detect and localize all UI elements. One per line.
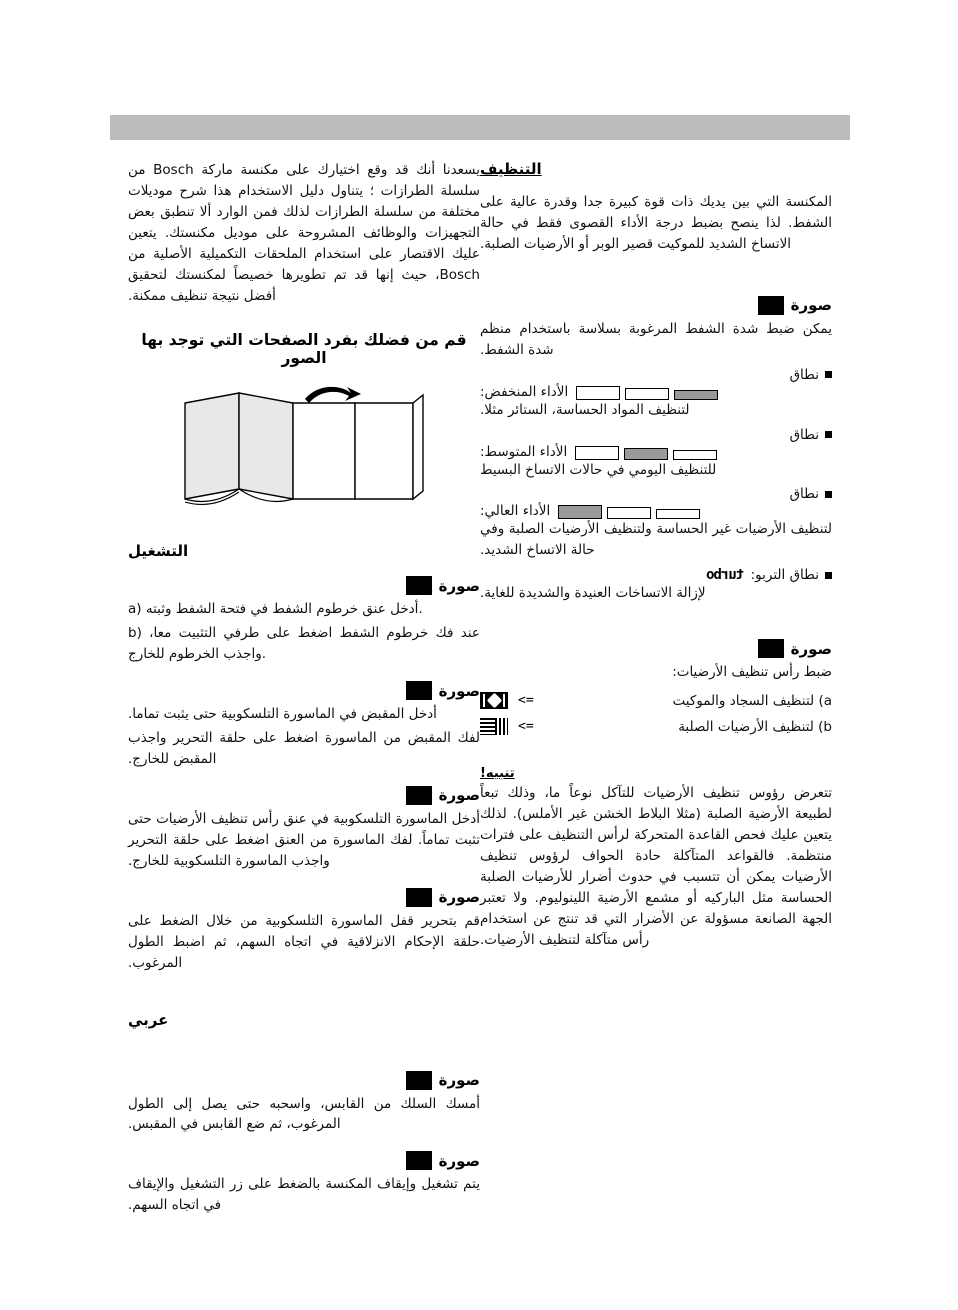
hard-floor-icon-vertical-bars xyxy=(495,718,508,735)
bullet-square-icon xyxy=(825,431,832,438)
power-level-bullet xyxy=(480,486,832,502)
nozzle-option-hard-floor xyxy=(480,718,832,735)
figure-number-box xyxy=(758,639,784,658)
power-level-description: للتنظيف اليومي في حالات الاتساخ البسيط xyxy=(480,461,717,478)
carpet-icon-lozenge xyxy=(486,693,502,709)
figure-text: أمسك السلك من القابس، واسحبه حتى يصل إلى الطول المرغوب، ثم ضع القابس في المقبس. xyxy=(128,1095,480,1133)
hard-floor-icon-horizontal-bars xyxy=(480,718,495,735)
figure-text: لفك المقبض من الماسورة اضغط على حلقة التحرير واجذب المقبض للخارج. xyxy=(128,730,480,768)
bullet-square-icon xyxy=(825,371,832,378)
figure-number-box xyxy=(758,296,784,315)
bullet-square-icon xyxy=(825,572,832,579)
intro-paragraph: يسعدنا أنك قد وقع اختيارك على مكنسة ماركة Bosch من سلسلة الطرازات ؛ يتناول دليل الاستخدام هذا شرح موديلات مختلفة من سلسلة الطرازات لذلك فمن الوارد ألا تنطبق بعض التجهيزات والوظائف المشروحة على موديل مكنستك. يتعين عليك الاقتصار على استخدام الملحقات التكميلية الأصلية من Bosch، حيث إنها قد تم تطويرها خصيصاً لمكنستك لتحقيق أفضل نتيجة تنظيف ممكنة. xyxy=(128,162,480,304)
figure-text: يتم تشغيل وإيقاف المكنسة بالضغط على زر التشغيل والإيقاف في اتجاه السهم. xyxy=(128,1176,480,1214)
figure-text: قم بتحرير قفل الماسورة التلسكوبية من خلال الضغط على حلقة الإحكام الانزلاقية في اتجاه السهم، ثم اضبط الطول المرغوب. xyxy=(128,912,480,971)
figure-caption xyxy=(128,786,480,805)
meter-segment-2 xyxy=(625,388,669,400)
figure-number-box xyxy=(406,1071,432,1090)
right-column xyxy=(110,160,480,1220)
figure-number-box xyxy=(406,576,432,595)
power-level-description: لتنظيف المواد الحساسة، الستائر مثلا. xyxy=(480,401,690,418)
warning-body: تتعرض رؤوس تنظيف الأرضيات للتآكل نوعاً ما، وذلك تبعاً لطبيعة الأرضية الصلبة (مثلا البلاط الخشن غير الأملس). لذلك يتعين عليك فحص القاعدة المتحركة لرأس التنظيف على فترات منتظمة. فالقواعد المتآكلة حادة الحواف لرؤوس تنظيف الأرضيات يمكن أن تتسبب في حدوث أضرار للأرضيات الصلبة الحساسة مثل الباركيه أو مشمع الأرضية اللينوليوم. ولا تعتبر الجهة الصانعة مسؤولة عن الأضرار التي قد تنتج عن استخدام رأس متآكلة لتنظيف الأرضيات. xyxy=(480,785,832,948)
arrow-left-icon: <= xyxy=(518,719,534,735)
meter-segment-2 xyxy=(624,448,668,460)
figure-caption xyxy=(128,1151,480,1170)
figure-label: صورة xyxy=(790,639,832,658)
nozzle-option-carpet xyxy=(480,692,832,709)
figure-text: a) أدخل عنق خرطوم الشفط في فتحة الشفط وثبته. xyxy=(128,601,423,618)
power-level-name: الأداء المتوسط: xyxy=(480,443,568,460)
header-band xyxy=(110,115,850,140)
figure-label: صورة xyxy=(438,1071,480,1090)
power-level-bullet-label: نطاق xyxy=(789,366,819,383)
meter-segment-3 xyxy=(558,505,602,519)
turbo-level-label: نطاق التربو: xyxy=(750,567,819,584)
meter-segment-1 xyxy=(656,509,700,519)
figure-caption xyxy=(128,1071,480,1090)
power-level-bullet-label: نطاق xyxy=(789,426,819,443)
figure-caption xyxy=(128,681,480,700)
figure-number-box xyxy=(406,681,432,700)
operation-heading: التشغيل xyxy=(128,542,189,561)
nozzle-option-carpet-label xyxy=(544,693,832,709)
nozzle-option-hard-floor-label xyxy=(544,719,832,735)
power-level-bullet xyxy=(480,427,832,443)
warning-title: تنبيه! xyxy=(480,766,515,782)
figure-caption xyxy=(480,296,832,315)
power-figure-intro: يمكن ضبط شدة الشفط المرغوبة بسلاسة باستخدام منظم شدة الشفط. xyxy=(480,320,832,358)
power-meter-high xyxy=(558,505,700,519)
figure-text: b) عند فك خرطوم الشفط اضغط على طرفي التثبيت معا، واجذب الخرطوم للخارج. xyxy=(128,625,480,663)
power-level-meter-row xyxy=(480,384,832,400)
turbo-level-bullet xyxy=(480,567,832,583)
figure-label: صورة xyxy=(438,1151,480,1170)
power-level-description: لتنظيف الأرضيات غير الحساسة ولتنظيف الأرضيات الصلبة وفي حالة الاتساخ الشديد. xyxy=(480,521,832,559)
figure-caption xyxy=(128,888,480,907)
nozzle-option-text: لتنظيف السجاد والموكيت xyxy=(672,692,815,709)
power-level-name: الأداء المنخفض: xyxy=(480,383,569,400)
figure-label: صورة xyxy=(438,786,480,805)
carpet-icon xyxy=(480,692,508,709)
left-column xyxy=(480,160,850,1220)
hard-floor-icon xyxy=(480,718,508,735)
meter-segment-2 xyxy=(607,507,651,519)
open-book-illustration xyxy=(128,385,480,520)
arrow-left-icon: <= xyxy=(518,693,534,709)
book-svg xyxy=(179,385,429,520)
figure-number-box xyxy=(406,1151,432,1170)
figure-number-box xyxy=(406,888,432,907)
cleaning-heading: التنظيف xyxy=(480,160,542,178)
figure-caption xyxy=(128,576,480,595)
power-level-bullet xyxy=(480,367,832,383)
figure-label: صورة xyxy=(438,576,480,595)
meter-segment-3 xyxy=(576,386,620,400)
turbo-wordmark: turbo xyxy=(707,567,745,584)
figure-number-box xyxy=(406,786,432,805)
power-level-meter-row xyxy=(480,444,832,460)
nozzle-option-key: b) xyxy=(818,718,832,735)
nozzle-option-text: لتنظيف الأرضيات الصلبة xyxy=(678,718,814,735)
bullet-square-icon xyxy=(825,491,832,498)
nozzle-option-key: a) xyxy=(818,692,832,709)
figure-label: صورة xyxy=(438,681,480,700)
power-level-name: الأداء العالي: xyxy=(480,503,551,520)
power-level-meter-row xyxy=(480,503,832,519)
power-meter-medium xyxy=(575,446,717,460)
meter-segment-1 xyxy=(673,450,717,460)
language-label: عربي xyxy=(128,1010,169,1029)
meter-segment-1 xyxy=(674,390,718,400)
carpet-icon-edge xyxy=(503,694,505,707)
turbo-level-description: لإزالة الاتساخات العنيدة والشديدة للغاية. xyxy=(480,585,706,602)
meter-segment-3 xyxy=(575,446,619,460)
power-meter-low xyxy=(576,386,718,400)
figure-text: أدخل المقبض في الماسورة التلسكوبية حتى يثبت تماما. xyxy=(128,706,437,723)
two-column-body xyxy=(110,160,850,1220)
figure-label: صورة xyxy=(438,888,480,907)
carpet-icon-edge xyxy=(483,694,485,707)
figure-caption xyxy=(480,639,832,658)
figure-text: أدخل الماسورة التلسكوبية في عنق رأس تنظيف الأرضيات حتى تثبت تماماً. لفك الماسورة من العنق اضغط على حلقة التحرير واجذب الماسورة التلسكوبية للخارج. xyxy=(128,810,480,869)
unfold-instruction: قم من فضلك بفرد الصفحات التي توجد بها الصور xyxy=(141,331,467,368)
power-level-bullet-label: نطاق xyxy=(789,486,819,503)
cleaning-paragraph: المكنسة التي بين يديك ذات قوة كبيرة جدا وقدرة عالية على الشفط. لذا ينصح بضبط درجة الأداء القصوى فقط في حالة الاتساخ الشديد للموكيت قصير الوبر أو الأرضيات الصلبة. xyxy=(480,194,832,252)
figure-label: صورة xyxy=(790,296,832,315)
nozzle-figure-intro: ضبط رأس تنظيف الأرضيات: xyxy=(672,664,832,681)
